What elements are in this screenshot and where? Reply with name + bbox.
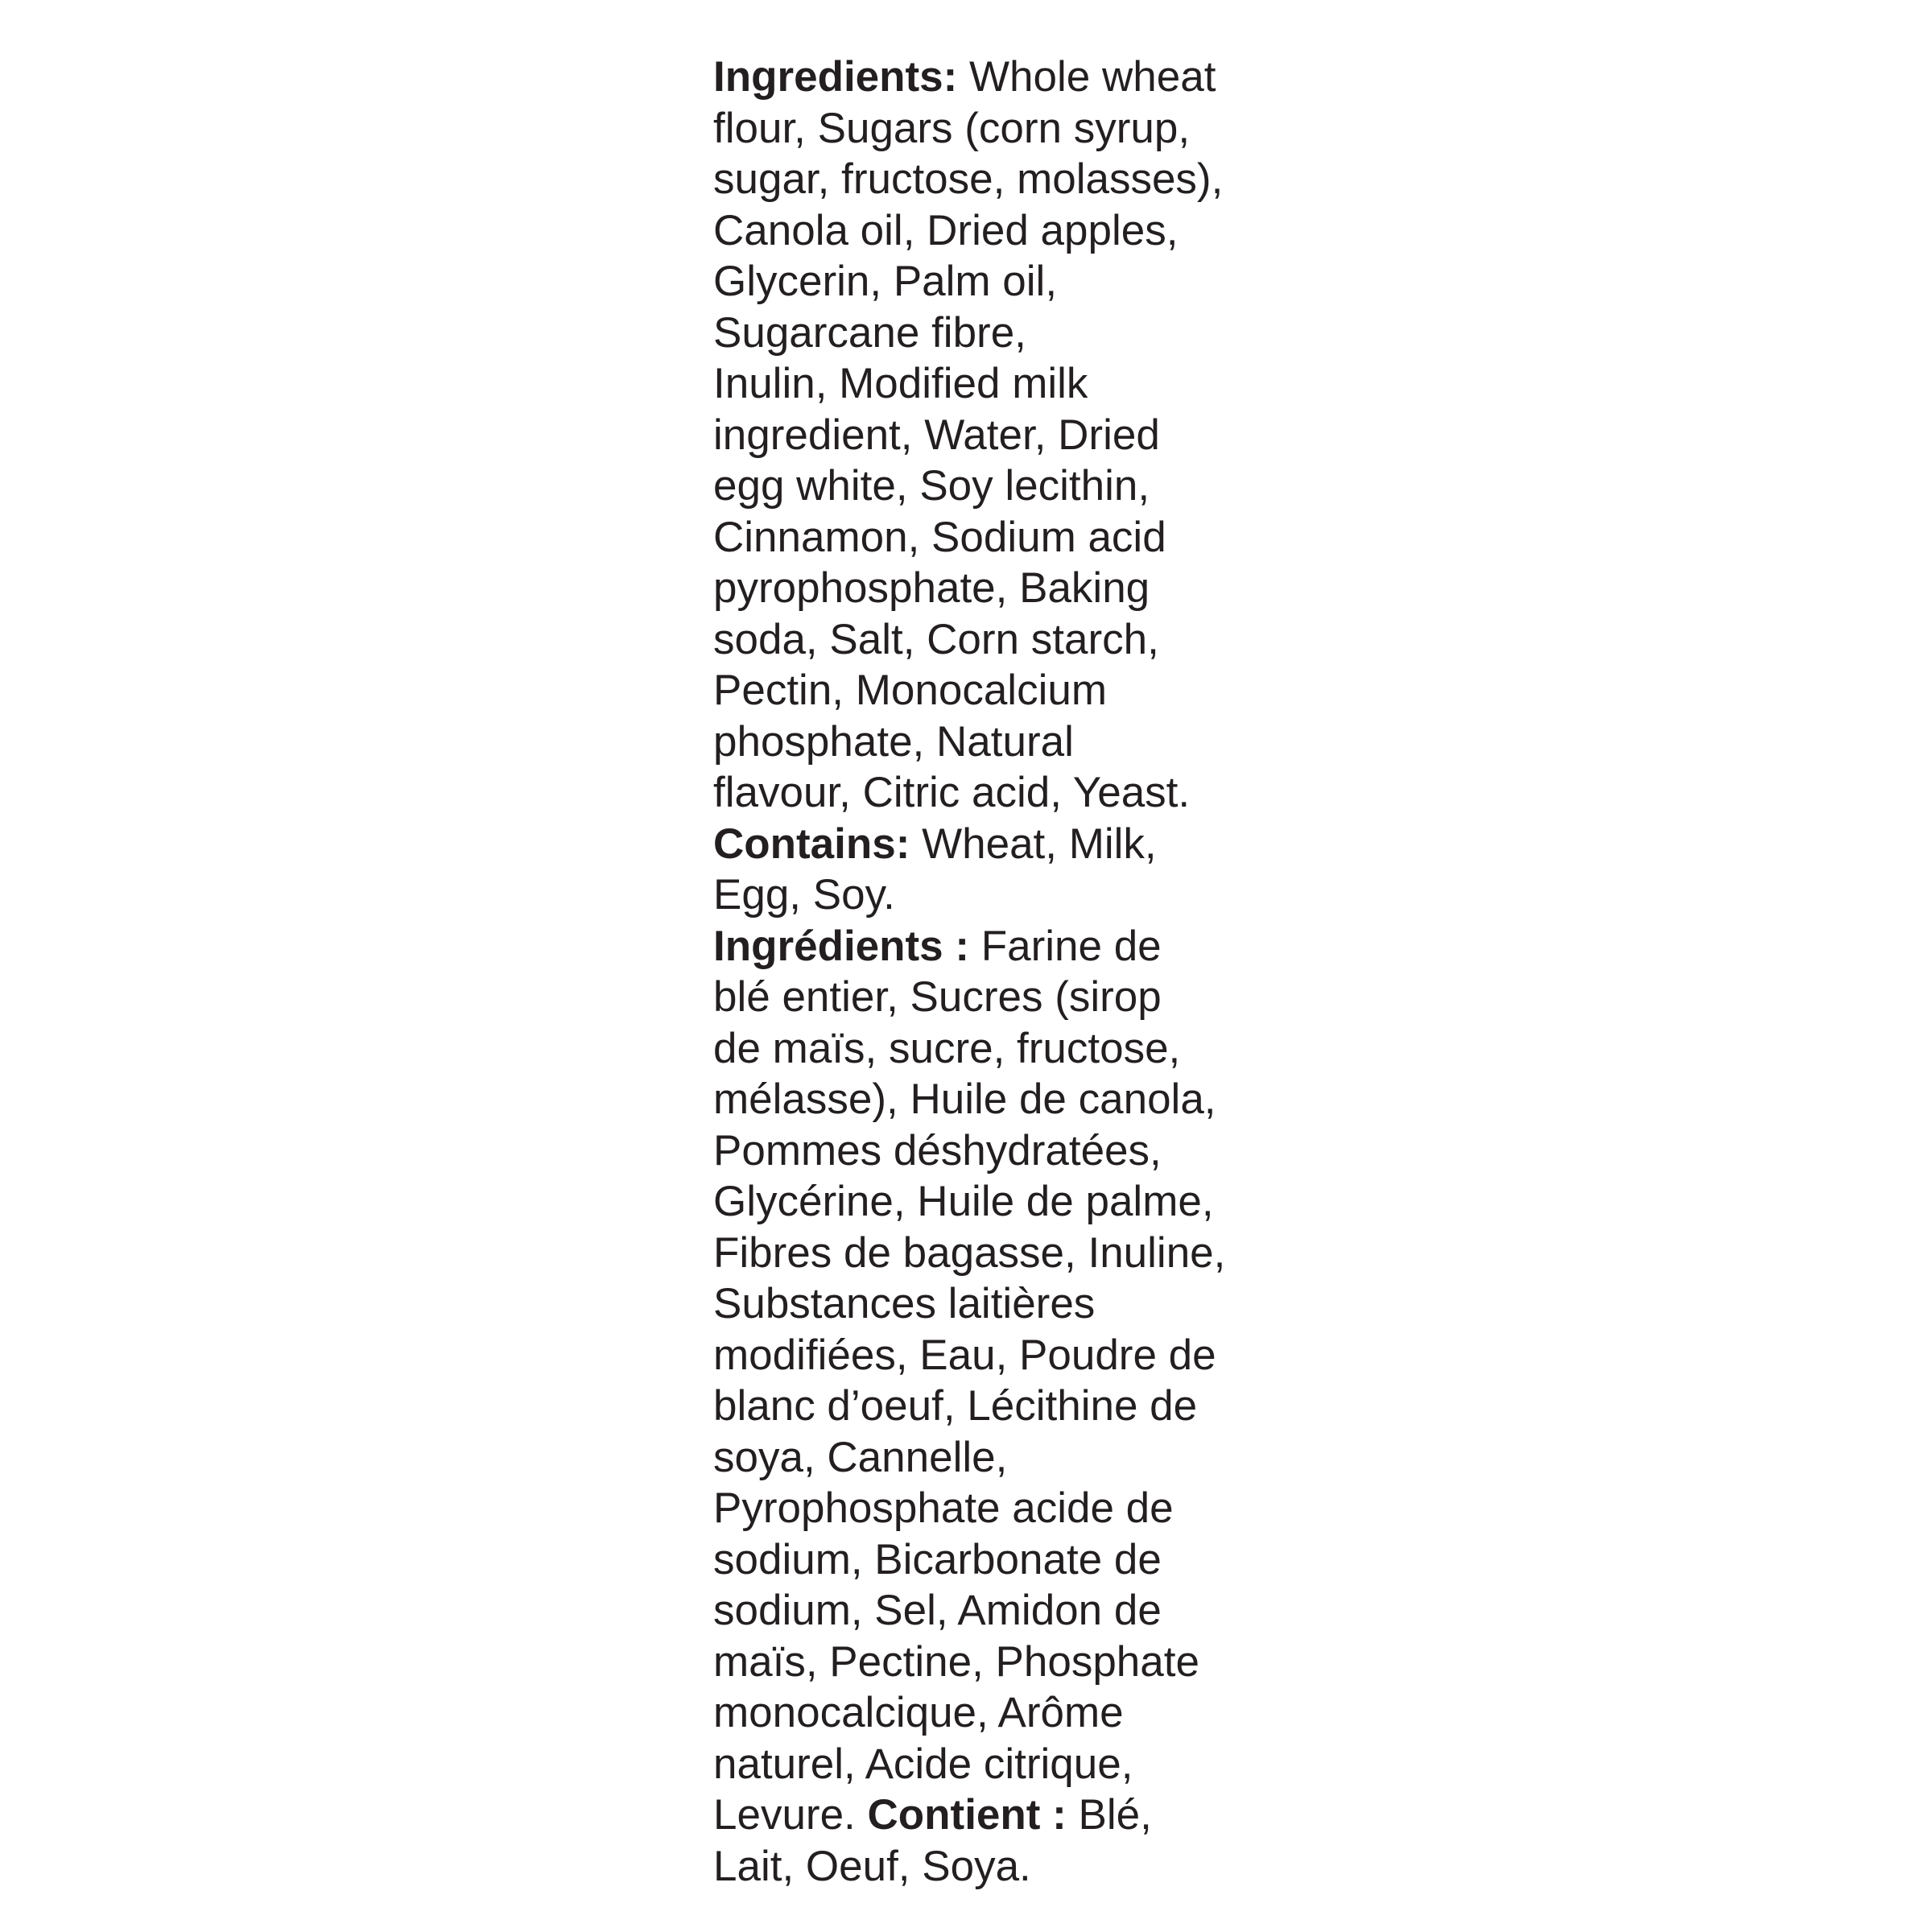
text-line: Pyrophosphate acide de — [713, 1484, 1174, 1532]
text-line: Pommes déshydratées, — [713, 1126, 1162, 1174]
text-line: de maïs, sucre, fructose, — [713, 1024, 1181, 1072]
text-line: Egg, Soy. — [713, 871, 895, 919]
text-line: flavour, Citric acid, Yeast. — [713, 769, 1191, 816]
text-line: blé entier, Sucres (sirop — [713, 973, 1162, 1021]
text-line: flour, Sugars (corn syrup, — [713, 104, 1191, 152]
text-line: Lait, Oeuf, Soya. — [713, 1842, 1031, 1890]
text-line: Inulin, Modified milk — [713, 360, 1088, 407]
text-line: Pectin, Monocalcium — [713, 667, 1107, 714]
text-line: mélasse), Huile de canola, — [713, 1075, 1216, 1123]
text-fragment: Whole wheat — [957, 53, 1216, 101]
ingredients-label — [713, 52, 1261, 1892]
ingredients-heading-fr: Ingrédients : — [713, 922, 970, 970]
text-line: Glycérine, Huile de palme, — [713, 1178, 1214, 1225]
text-fragment: Farine de — [969, 922, 1162, 970]
text-line: pyrophosphate, Baking — [713, 564, 1150, 612]
french-ingredients-section — [713, 921, 1261, 1893]
text-line: sodium, Bicarbonate de — [713, 1535, 1162, 1583]
text-line: Glycerin, Palm oil, — [713, 258, 1058, 305]
text-line: Canola oil, Dried apples, — [713, 206, 1179, 254]
text-fragment: Wheat, Milk, — [910, 819, 1157, 868]
text-line — [713, 819, 1261, 870]
text-line: naturel, Acide citrique, — [713, 1740, 1133, 1788]
text-fragment: Levure. — [713, 1791, 868, 1839]
text-line: ingredient, Water, Dried — [713, 411, 1160, 459]
text-line — [713, 1790, 1261, 1841]
ingredients-heading-en: Ingredients: — [713, 53, 958, 101]
text-line — [713, 52, 1261, 103]
text-line: Fibres de bagasse, Inuline, — [713, 1228, 1226, 1277]
text-line: egg white, Soy lecithin, — [713, 462, 1150, 510]
english-ingredients-section — [713, 52, 1261, 921]
text-line: maïs, Pectine, Phosphate — [713, 1637, 1199, 1686]
text-line: monocalcique, Arôme — [713, 1689, 1124, 1736]
text-line: phosphate, Natural — [713, 717, 1074, 766]
text-line: sodium, Sel, Amidon de — [713, 1587, 1162, 1634]
text-line: blanc d’oeuf, Lécithine de — [713, 1382, 1198, 1430]
text-line — [713, 921, 1261, 972]
text-line: Sugarcane fibre, — [713, 308, 1026, 357]
text-line: Cinnamon, Sodium acid — [713, 513, 1166, 561]
text-line: sugar, fructose, molasses), — [713, 155, 1224, 203]
text-line: modifiées, Eau, Poudre de — [713, 1331, 1216, 1379]
text-line: Substances laitières — [713, 1280, 1096, 1327]
contains-heading-fr: Contient : — [867, 1791, 1067, 1839]
text-line: soda, Salt, Corn starch, — [713, 615, 1159, 663]
text-fragment: Blé, — [1066, 1791, 1152, 1839]
text-line: soya, Cannelle, — [713, 1433, 1008, 1481]
contains-heading-en: Contains: — [713, 819, 910, 868]
